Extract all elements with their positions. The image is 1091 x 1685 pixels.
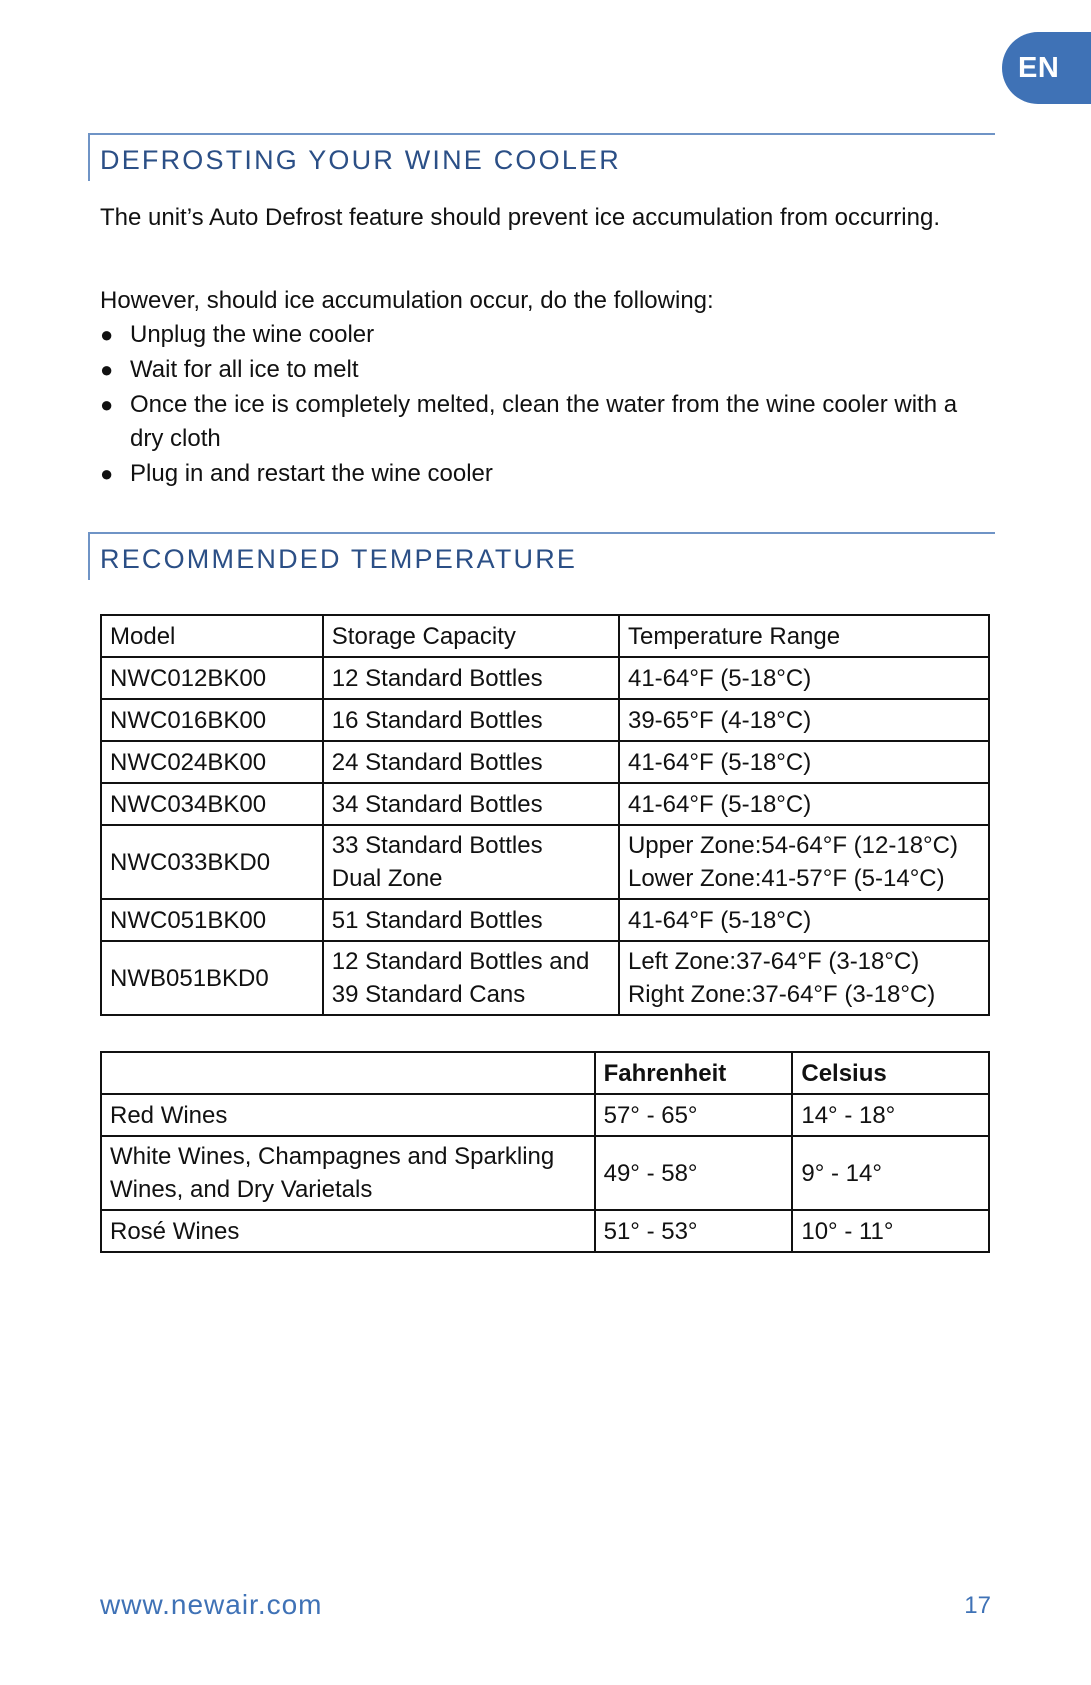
model-cell: NWC016BK00 (101, 699, 323, 741)
defrost-lead-paragraph: However, should ice accumulation occur, do the following: (100, 287, 714, 314)
table-row (101, 899, 989, 941)
bullet-icon: ● (100, 461, 114, 486)
capacity-cell (323, 941, 619, 1015)
footer-website-link[interactable]: www.newair.com (100, 1589, 323, 1620)
range-cell (619, 941, 989, 1015)
table-row (101, 941, 989, 1015)
list-item-text: Unplug the wine cooler (130, 321, 375, 348)
section-title: DEFROSTING YOUR WINE COOLER (100, 145, 621, 175)
capacity-cell: 34 Standard Bottles (323, 783, 619, 825)
table-row (101, 783, 989, 825)
table-row (101, 825, 989, 899)
fahrenheit-cell: 49° - 58° (595, 1136, 793, 1210)
celsius-cell: 10° - 11° (792, 1210, 989, 1252)
defrost-intro-paragraph: The unit’s Auto Defrost feature should prevent ice accumulation from occurring. (100, 204, 940, 231)
list-item-text: Once the ice is completely melted, clean the water from the wine cooler with a dry cloth (130, 391, 958, 452)
column-header (101, 1052, 595, 1094)
model-cell: NWC051BK00 (101, 899, 323, 941)
column-header: Celsius (792, 1052, 989, 1094)
column-header: Storage Capacity (323, 615, 619, 657)
range-cell (619, 825, 989, 899)
model-cell: NWC024BK00 (101, 741, 323, 783)
capacity-line: 39 Standard Cans (331, 981, 526, 1008)
list-item (100, 353, 970, 387)
list-item-text: Wait for all ice to melt (130, 356, 359, 383)
table-header-row (101, 615, 989, 657)
language-badge: EN (1002, 32, 1091, 104)
list-item (100, 388, 970, 456)
capacity-cell: 16 Standard Bottles (323, 699, 619, 741)
column-header: Fahrenheit (595, 1052, 793, 1094)
bullet-icon: ● (100, 392, 114, 417)
model-cell: NWC034BK00 (101, 783, 323, 825)
range-cell: 41-64°F (5-18°C) (619, 899, 989, 941)
range-cell: 41-64°F (5-18°C) (619, 741, 989, 783)
range-cell: 39-65°F (4-18°C) (619, 699, 989, 741)
model-cell: NWC033BKD0 (101, 825, 323, 899)
capacity-line: 12 Standard Bottles and (331, 948, 590, 975)
table-row (101, 699, 989, 741)
table-row (101, 1136, 989, 1210)
list-item (100, 457, 970, 491)
wine-type-line: White Wines, Champagnes and Sparkling (110, 1143, 555, 1170)
model-cell: NWB051BKD0 (101, 941, 323, 1015)
table-row (101, 1094, 989, 1136)
fahrenheit-cell: 57° - 65° (595, 1094, 793, 1136)
range-cell: 41-64°F (5-18°C) (619, 657, 989, 699)
section-heading-defrosting (88, 133, 995, 181)
fahrenheit-cell: 51° - 53° (595, 1210, 793, 1252)
capacity-line: Dual Zone (331, 865, 443, 892)
wine-type-line: Wines, and Dry Varietals (110, 1176, 373, 1203)
wine-type-cell (101, 1136, 595, 1210)
model-cell: NWC012BK00 (101, 657, 323, 699)
table-row (101, 657, 989, 699)
range-line: Right Zone:37-64°F (3-18°C) (627, 981, 936, 1008)
bullet-icon: ● (100, 322, 114, 347)
column-header: Temperature Range (619, 615, 989, 657)
defrost-steps-list (100, 318, 970, 492)
capacity-cell: 12 Standard Bottles (323, 657, 619, 699)
list-item-text: Plug in and restart the wine cooler (130, 460, 493, 487)
range-line: Lower Zone:41-57°F (5-14°C) (627, 865, 945, 892)
range-cell: 41-64°F (5-18°C) (619, 783, 989, 825)
bullet-icon: ● (100, 357, 114, 382)
range-line: Upper Zone:54-64°F (12-18°C) (627, 832, 958, 859)
table-row (101, 741, 989, 783)
wine-serving-temperature-table (100, 1051, 990, 1253)
celsius-cell: 9° - 14° (792, 1136, 989, 1210)
capacity-line: 33 Standard Bottles (331, 832, 543, 859)
range-line: Left Zone:37-64°F (3-18°C) (627, 948, 920, 975)
table-row (101, 1210, 989, 1252)
wine-type-cell: Rosé Wines (101, 1210, 595, 1252)
wine-type-cell: Red Wines (101, 1094, 595, 1136)
section-heading-recommended-temperature (88, 532, 995, 580)
section-title: RECOMMENDED TEMPERATURE (100, 544, 578, 574)
models-temperature-table (100, 614, 990, 1016)
page-number: 17 (964, 1592, 991, 1619)
capacity-cell: 51 Standard Bottles (323, 899, 619, 941)
table-header-row (101, 1052, 989, 1094)
capacity-cell: 24 Standard Bottles (323, 741, 619, 783)
list-item (100, 318, 970, 352)
celsius-cell: 14° - 18° (792, 1094, 989, 1136)
capacity-cell (323, 825, 619, 899)
column-header: Model (101, 615, 323, 657)
